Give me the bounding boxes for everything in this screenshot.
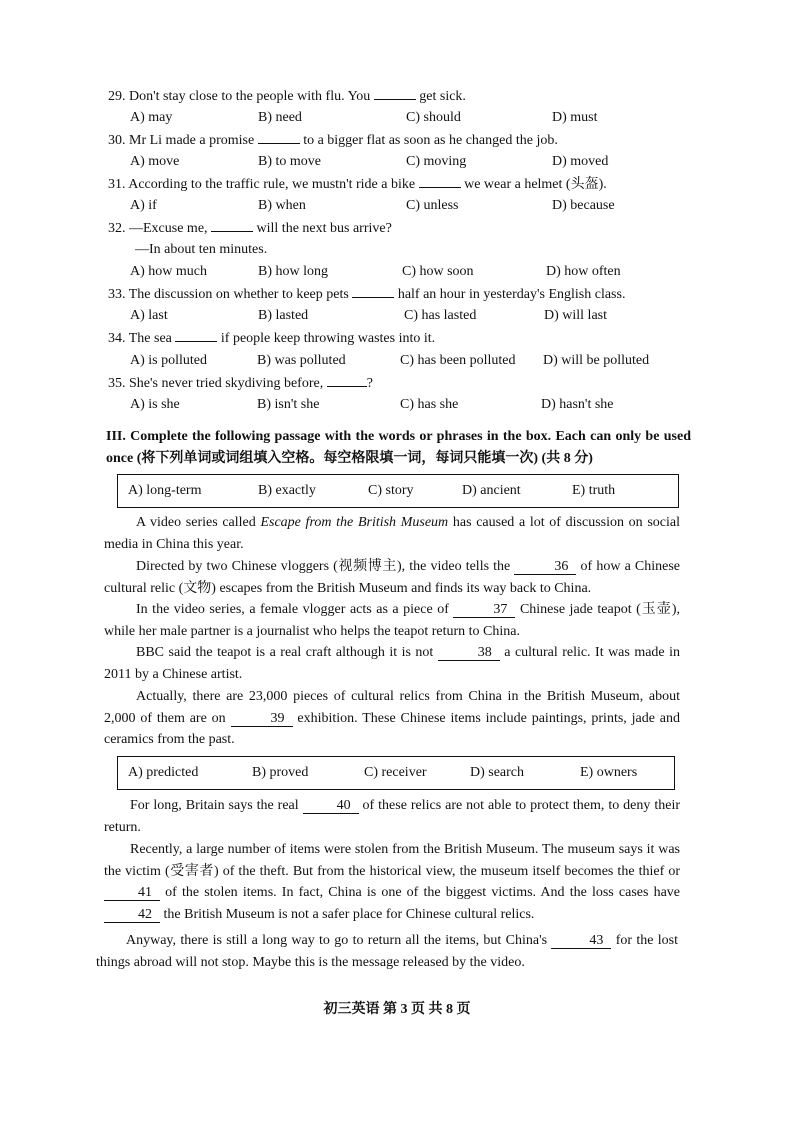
- options-31: A) if B) when C) unless D) because: [130, 198, 615, 213]
- blank-40: 40: [303, 799, 359, 814]
- passage-paragraph-2: Directed by two Chinese vloggers (视频博主), the video tells the 36 of how a Chinese cultural relic (文物) escapes from the British Museum and finds its way back to China.: [104, 559, 681, 596]
- question-32-reply: —In about ten minutes.: [135, 242, 268, 257]
- word-box-1: A) long-term B) exactly C) story D) ancient E) truth: [117, 474, 679, 508]
- question-30: 30. Mr Li made a promise to a bigger flat as soon as he changed the job.: [108, 133, 558, 148]
- options-29: A) may B) need C) should D) must: [130, 110, 598, 125]
- question-34: 34. The sea if people keep throwing wastes into it.: [108, 331, 436, 346]
- blank-43: 43: [551, 934, 611, 949]
- blank-39: 39: [231, 712, 293, 727]
- options-33: A) last B) lasted C) has lasted D) will last: [130, 308, 607, 323]
- passage-paragraph-4: BBC said the teapot is a real craft although it is not 38 a cultural relic. It was made in 2011 by a Chinese artist.: [104, 645, 681, 682]
- answer-blank: [327, 374, 367, 387]
- passage-paragraph-7: Recently, a large number of items were stolen from the British Museum. The museum says it was the victim (受害者) of the theft. But from the historical view, the museum itself becomes the thief or 41 of the stolen items. In fact, China is one of the biggest victims. And the loss cases have 42 the British Museum is not a safer place for Chinese cultural relics.: [104, 842, 681, 922]
- page-footer: 初三英语 第 3 页 共 8 页: [323, 1002, 471, 1017]
- options-30: A) move B) to move C) moving D) moved: [130, 154, 609, 169]
- word-box-2: A) predicted B) proved C) receiver D) search E) owners: [117, 756, 675, 790]
- question-35: 35. She's never tried skydiving before, ?: [108, 376, 373, 391]
- blank-36: 36: [514, 560, 576, 575]
- question-31: 31. According to the traffic rule, we mustn't ride a bike we wear a helmet (头盔).: [108, 177, 607, 192]
- options-35: A) is she B) isn't she C) has she D) hasn't she: [130, 397, 614, 412]
- answer-blank: [258, 131, 300, 144]
- section-3-title: III. Complete the following passage with the words or phrases in the box. Each can only be used once (将下列单词或词组填入空格。每空格限填一词，每词只能填一次) (共 8 分): [106, 429, 691, 466]
- passage-paragraph-8: Anyway, there is still a long way to go to return all the items, but China's 43 for the lost things abroad will not stop. Maybe this is the message released by the video.: [96, 933, 679, 970]
- question-32: 32. —Excuse me, will the next bus arrive?: [108, 221, 392, 236]
- blank-42: 42: [104, 908, 160, 923]
- answer-blank: [352, 285, 394, 298]
- blank-37: 37: [453, 603, 515, 618]
- passage-paragraph-3: In the video series, a female vlogger acts as a piece of 37 Chinese jade teapot (玉壶), while her male partner is a journalist who helps the teapot return to China.: [104, 602, 681, 639]
- answer-blank: [419, 175, 461, 188]
- blank-38: 38: [438, 646, 500, 661]
- answer-blank: [374, 87, 416, 100]
- question-33: 33. The discussion on whether to keep pets half an hour in yesterday's English class.: [108, 287, 626, 302]
- passage-paragraph-6: For long, Britain says the real 40 of these relics are not able to protect them, to deny their return.: [104, 798, 680, 835]
- answer-blank: [175, 329, 217, 342]
- options-34: A) is polluted B) was polluted C) has been polluted D) will be polluted: [130, 353, 650, 368]
- options-32: A) how much B) how long C) how soon D) how often: [130, 264, 621, 279]
- blank-41: 41: [104, 886, 160, 901]
- passage-paragraph-5: Actually, there are 23,000 pieces of cultural relics from China in the British Museum, about 2,000 of them are on 39 exhibition. These Chinese items include paintings, prints, jade and ceramics from the past.: [104, 689, 681, 747]
- answer-blank: [211, 219, 253, 232]
- question-29: 29. Don't stay close to the people with flu. You get sick.: [108, 89, 466, 104]
- passage-paragraph-1: A video series called Escape from the British Museum has caused a lot of discussion on social media in China this year.: [104, 515, 680, 552]
